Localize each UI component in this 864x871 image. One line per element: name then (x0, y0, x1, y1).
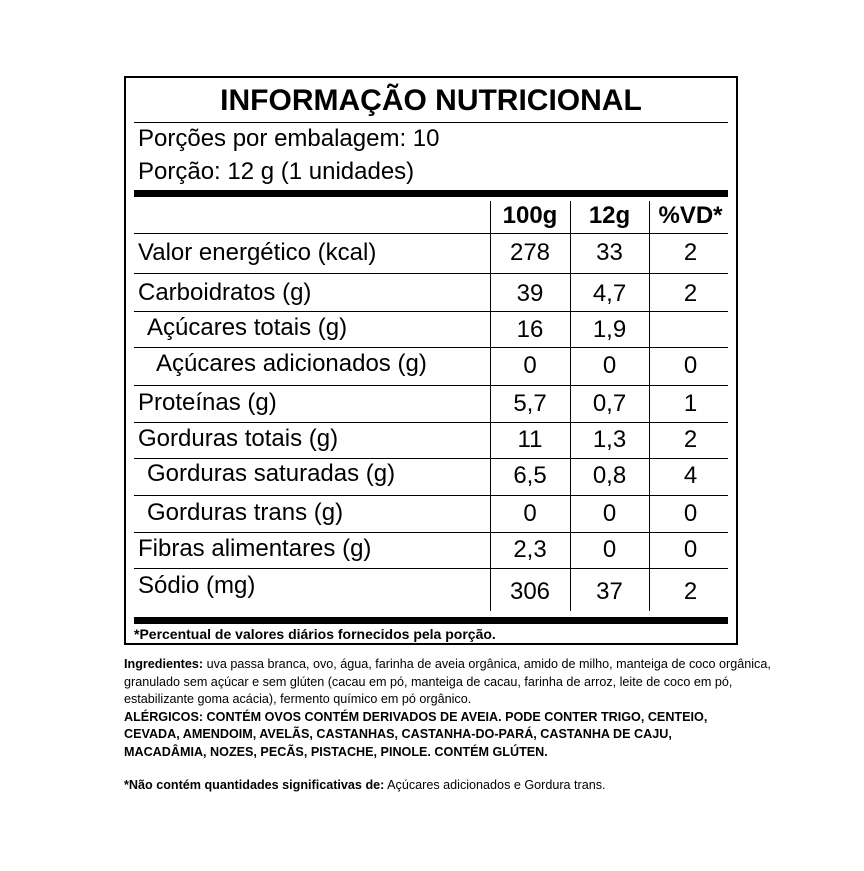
nutrition-table (134, 201, 728, 620)
row-divider (134, 233, 728, 234)
cell-serving: 1,3 (592, 426, 627, 453)
row-divider (134, 311, 728, 312)
nutrition-facts-panel (124, 76, 738, 645)
cell-serving: 0,8 (592, 462, 627, 489)
row-label-fiber: Fibras alimentares (g) (138, 535, 372, 562)
thick-divider-top (134, 190, 728, 197)
row-divider (134, 273, 728, 274)
title-divider (134, 122, 728, 123)
panel-title: INFORMAÇÃO NUTRICIONAL (220, 84, 642, 117)
cell-100g: 278 (509, 239, 551, 266)
cell-daily-value: 2 (683, 426, 698, 453)
note-text: Açúcares adicionados e Gordura trans. (384, 778, 606, 792)
row-divider (134, 532, 728, 533)
daily-value-footnote: *Percentual de valores diários fornecidos pela porção. (134, 626, 496, 642)
row-label-total-fat: Gorduras totais (g) (138, 425, 339, 452)
cell-serving: 0 (602, 500, 617, 527)
row-divider (134, 568, 728, 569)
row-label-proteins: Proteínas (g) (138, 389, 277, 416)
ingredients-label: Ingredientes: (124, 657, 204, 671)
cell-serving: 37 (596, 578, 623, 605)
cell-serving: 4,7 (592, 280, 627, 307)
cell-100g: 16 (516, 316, 544, 343)
allergens-line: MACADÂMIA, NOZES, PECÃS, PISTACHE, PINOLE. CONTÉM GLÚTEN. (124, 744, 548, 759)
cell-daily-value: 1 (683, 390, 698, 417)
cell-daily-value: 4 (683, 462, 698, 489)
servings-per-package: Porções por embalagem: 10 (138, 125, 440, 152)
cell-100g: 2,3 (513, 536, 547, 563)
cell-serving: 0 (602, 352, 617, 379)
cell-100g: 39 (516, 280, 544, 307)
row-divider (134, 422, 728, 423)
cell-daily-value: 2 (683, 239, 698, 266)
serving-size: Porção: 12 g (1 unidades) (138, 158, 415, 185)
cell-serving: 0,7 (592, 390, 627, 417)
not-significant-note (124, 778, 606, 792)
cell-daily-value: 0 (683, 352, 698, 379)
row-label-sodium: Sódio (mg) (138, 572, 256, 599)
header-serving: 12g (588, 202, 631, 229)
cell-100g: 6,5 (513, 462, 547, 489)
row-label-total-sugars: Açúcares totais (g) (147, 314, 348, 341)
header-daily-value: %VD* (658, 202, 723, 229)
cell-daily-value: 0 (683, 500, 698, 527)
row-divider (134, 385, 728, 386)
cell-serving: 1,9 (592, 316, 627, 343)
row-divider (134, 495, 728, 496)
cell-serving: 0 (602, 536, 617, 563)
cell-100g: 11 (517, 426, 543, 453)
cell-100g: 5,7 (513, 390, 547, 417)
cell-daily-value: 0 (683, 536, 698, 563)
header-100g: 100g (502, 202, 558, 229)
cell-daily-value: 2 (683, 280, 698, 307)
allergens-line: CEVADA, AMENDOIM, AVELÃS, CASTANHAS, CASTANHA-DO-PARÁ, CASTANHA DE CAJU, (124, 727, 672, 741)
cell-100g: 306 (509, 578, 551, 605)
ingredients-text: uva passa branca, ovo, água, farinha de aveia orgânica, amido de milho, manteiga de coco orgânica, granulado sem açúcar e sem glúten (cacau em pó, manteiga de cacau, farinha de arroz, leite de coco em pó, estabilizante goma acácia), fermento químico em pó orgânico. (124, 657, 771, 706)
row-label-energy: Valor energético (kcal) (138, 239, 377, 266)
row-label-saturated-fat: Gorduras saturadas (g) (147, 460, 396, 487)
thick-divider-bottom (134, 617, 728, 624)
allergens-line: ALÉRGICOS: CONTÉM OVOS CONTÉM DERIVADOS DE AVEIA. PODE CONTER TRIGO, CENTEIO, (124, 709, 708, 724)
row-label-added-sugars: Açúcares adicionados (g) (156, 350, 427, 377)
cell-100g: 0 (523, 500, 537, 527)
row-label-trans-fat: Gorduras trans (g) (147, 499, 344, 526)
cell-daily-value: 2 (683, 578, 698, 605)
row-label-carbohydrates: Carboidratos (g) (138, 279, 312, 306)
cell-100g: 0 (523, 352, 537, 379)
row-divider (134, 347, 728, 348)
ingredients-block (124, 656, 774, 761)
note-label: *Não contém quantidades significativas de: (124, 778, 385, 792)
cell-serving: 33 (596, 239, 623, 266)
